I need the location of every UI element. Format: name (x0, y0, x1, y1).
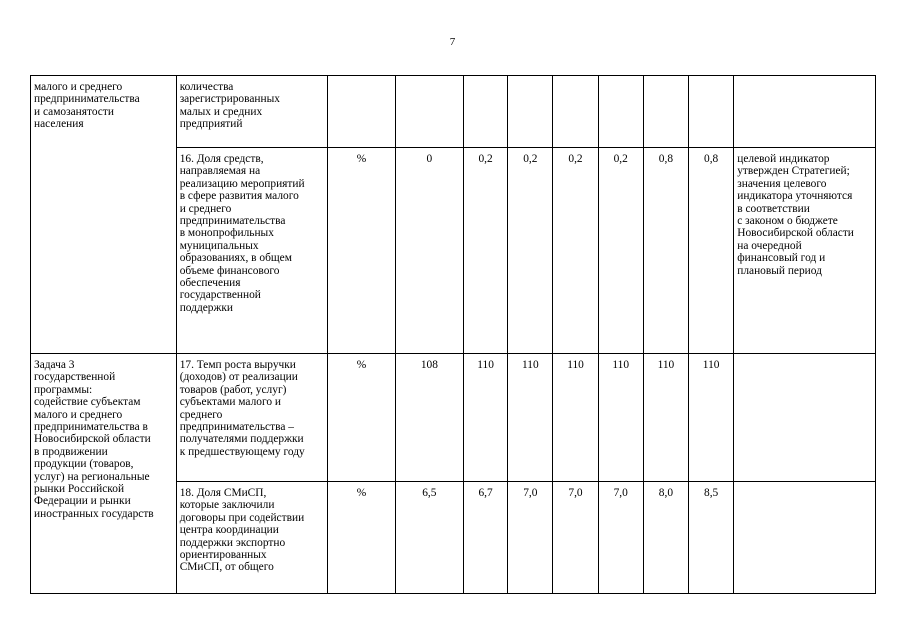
task-cell-line: Задача 3 (34, 359, 75, 371)
task-cell-line: населения (34, 118, 84, 131)
indicator-cell-line: количества (179, 81, 234, 93)
note-cell (734, 354, 876, 482)
note-cell (734, 76, 876, 148)
indicator-cell-line: и среднего (179, 202, 232, 215)
value-cell: 6,7 (464, 482, 508, 594)
value-cell: 110 (643, 354, 688, 482)
indicator-cell-line: малых и средних (179, 105, 263, 118)
table-row (31, 354, 876, 482)
value-cell: 0,2 (508, 148, 553, 354)
value-cell: 0,2 (464, 148, 508, 354)
task-cell-line: государственной (34, 371, 116, 384)
value-cell: 0,2 (598, 148, 643, 354)
indicator-cell (176, 354, 328, 482)
indicator-cell (176, 482, 328, 594)
value-cell: 0,8 (689, 148, 734, 354)
note-cell-line: финансовый год и (737, 252, 826, 265)
indicator-cell-line: в сфере развития малого (179, 190, 299, 203)
task-cell (31, 76, 177, 354)
indicator-cell-line: среднего (179, 408, 223, 421)
task-cell-line: предпринимательства (34, 93, 140, 106)
value-cell: 7,0 (598, 482, 643, 594)
note-cell (734, 148, 876, 354)
task-cell-line: предпринимательства в (34, 421, 148, 434)
note-cell-line: с законом о бюджете (737, 215, 838, 228)
note-cell-line: значения целевого (737, 177, 827, 190)
value-cell: 0,8 (643, 148, 688, 354)
indicator-cell-line: предпринимательства – (179, 421, 294, 434)
task-cell-line: и самозанятости (34, 105, 114, 118)
task-cell-line: иностранных государств (34, 507, 154, 520)
value-cell: 110 (689, 354, 734, 482)
value-cell: 108 (395, 354, 463, 482)
value-cell: 0 (395, 148, 463, 354)
indicators-table (30, 75, 876, 594)
indicator-cell-line: предпринимательства (179, 215, 286, 228)
indicator-cell-line: муниципальных (179, 239, 259, 252)
task-cell-line: в продвижении (34, 445, 108, 458)
indicator-cell-line: 18. Доля СМиСП, (179, 487, 267, 499)
value-cell: 110 (464, 354, 508, 482)
value-cell (553, 76, 598, 148)
indicator-cell-line: товаров (работ, услуг) (179, 383, 287, 396)
indicator-cell-line: образованиях, в общем (179, 252, 292, 265)
note-cell-line: утвержден Стратегией; (737, 165, 850, 178)
value-cell: 6,5 (395, 482, 463, 594)
note-cell-line: плановый период (737, 264, 822, 277)
note-cell-line: на очередной (737, 239, 802, 252)
indicator-cell-line: СМиСП, от общего (179, 561, 274, 574)
unit-cell: % (328, 482, 395, 594)
note-cell-line: Новосибирской области (737, 227, 854, 240)
indicator-cell-line: субъектами малого и (179, 396, 281, 409)
value-cell: 7,0 (508, 482, 553, 594)
value-cell: 110 (598, 354, 643, 482)
indicator-cell-line: поддержки экспортно (179, 536, 286, 549)
indicator-cell (176, 76, 328, 148)
indicator-cell-line: ориентированных (179, 549, 267, 562)
task-cell-line: рынки Российской (34, 483, 125, 496)
task-cell-line: программы: (34, 383, 93, 396)
indicator-cell-line: 17. Темп роста выручки (179, 359, 296, 371)
note-cell-line: в соответствии (737, 202, 810, 215)
indicator-cell-line: государственной (179, 289, 261, 302)
unit-cell: % (328, 148, 395, 354)
value-cell (689, 76, 734, 148)
unit-cell (328, 76, 395, 148)
value-cell: 8,0 (643, 482, 688, 594)
task-cell-line: малого и среднего (34, 408, 123, 421)
indicator-cell-line: к предшествующему году (179, 445, 305, 458)
value-cell (643, 76, 688, 148)
task-cell-line: Федерации и рынки (34, 495, 131, 508)
indicator-cell-line: (доходов) от реализации (179, 371, 298, 384)
value-cell (598, 76, 643, 148)
value-cell: 7,0 (553, 482, 598, 594)
value-cell: 8,5 (689, 482, 734, 594)
task-cell-line: Новосибирской области (34, 433, 151, 446)
value-cell (464, 76, 508, 148)
indicator-cell-line: зарегистрированных (179, 93, 280, 106)
note-cell-line: индикатора уточняются (737, 190, 853, 203)
indicator-cell-line: обеспечения (179, 277, 241, 290)
indicator-cell-line: предприятий (179, 118, 243, 131)
note-cell (734, 482, 876, 594)
page-number: 7 (449, 36, 456, 48)
task-cell-line: продукции (товаров, (34, 458, 134, 471)
indicator-cell-line: в монопрофильных (179, 227, 274, 240)
indicator-cell-line: которые заключили (179, 499, 275, 512)
value-cell (508, 76, 553, 148)
indicator-cell-line: 16. Доля средств, (179, 153, 264, 165)
indicator-cell-line: объеме финансового (179, 264, 280, 277)
note-cell-line: целевой индикатор (737, 153, 830, 165)
indicator-cell-line: поддержки (179, 301, 233, 314)
indicator-cell-line: договоры при содействии (179, 511, 305, 524)
indicator-cell-line: реализацию мероприятий (179, 177, 305, 190)
value-cell (395, 76, 463, 148)
task-cell-line: услуг) на региональные (34, 470, 150, 483)
task-cell (31, 354, 177, 594)
task-cell-line: содействие субъектам (34, 396, 141, 409)
indicator-cell-line: направляемая на (179, 165, 261, 178)
value-cell: 0,2 (553, 148, 598, 354)
unit-cell: % (328, 354, 395, 482)
value-cell: 110 (508, 354, 553, 482)
value-cell: 110 (553, 354, 598, 482)
indicator-cell-line: получателями поддержки (179, 433, 304, 446)
task-cell-line: малого и среднего (34, 81, 123, 93)
table-row (31, 76, 876, 148)
indicator-cell (176, 148, 328, 354)
indicator-cell-line: центра координации (179, 524, 279, 537)
